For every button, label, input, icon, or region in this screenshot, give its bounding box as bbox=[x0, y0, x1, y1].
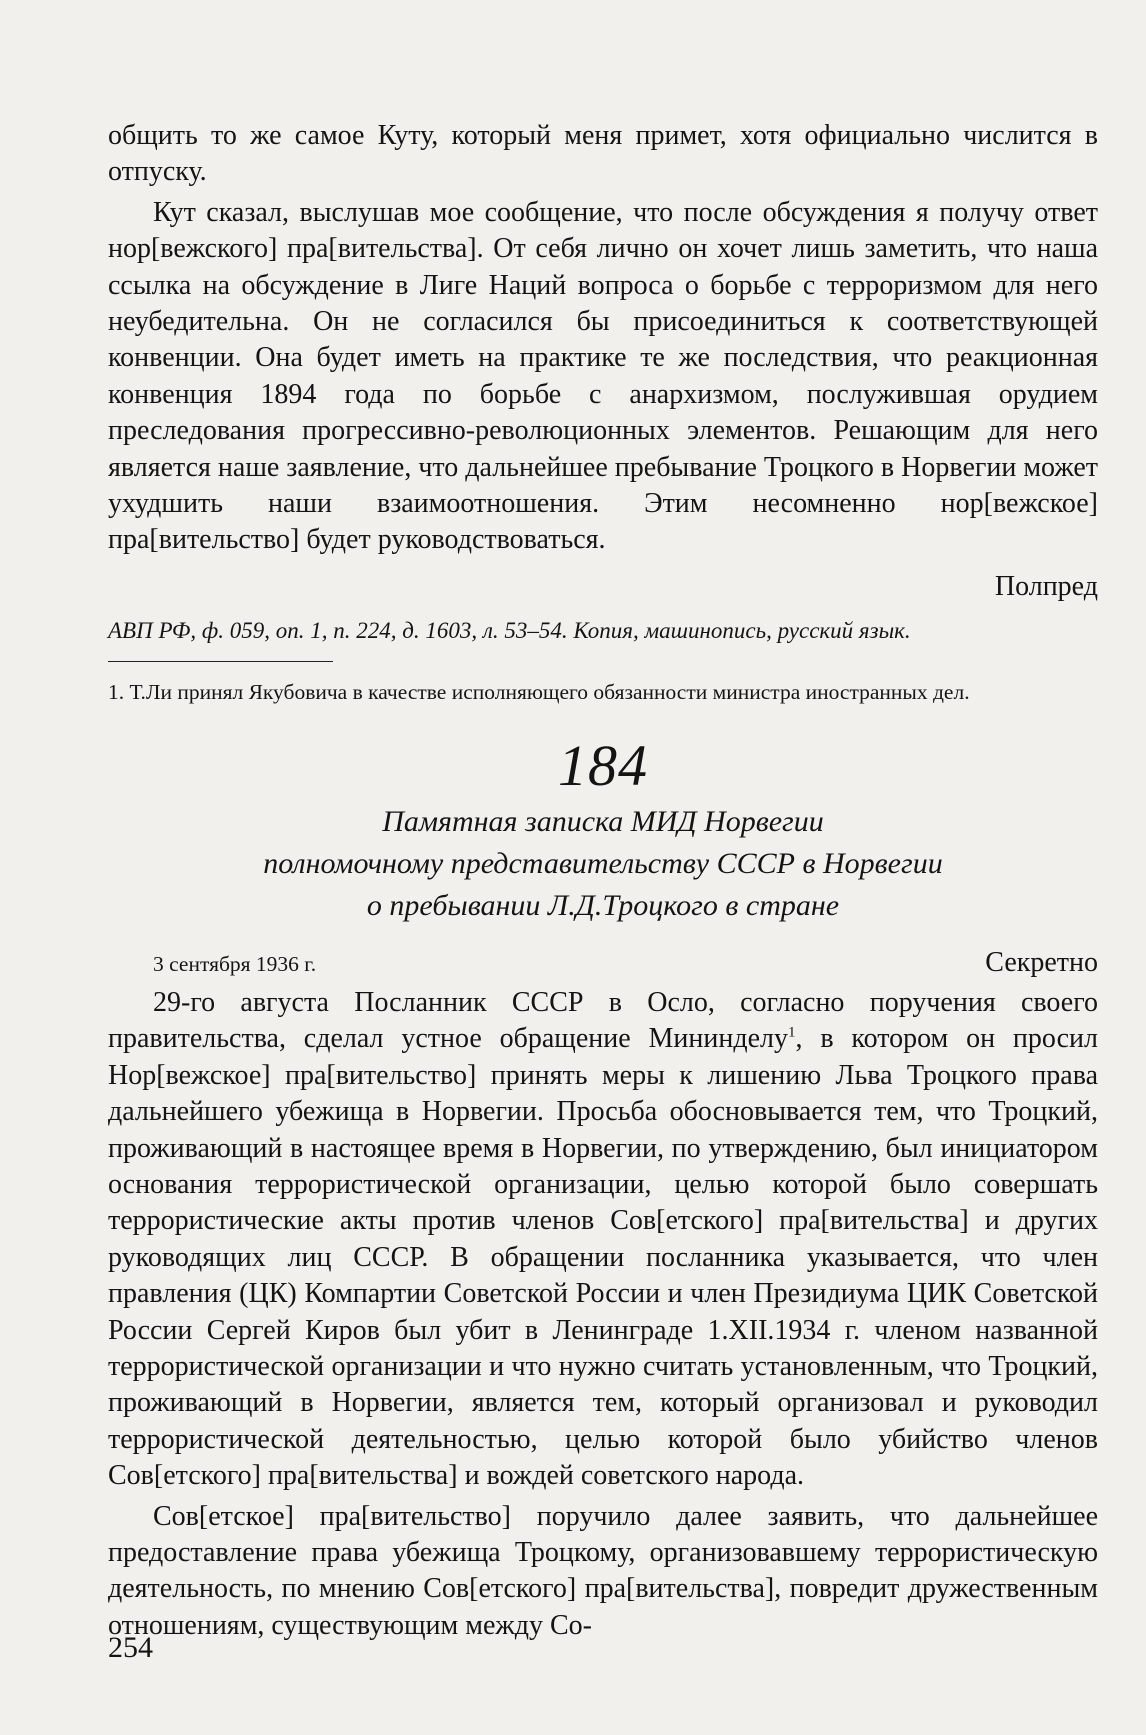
continuation-paragraph: общить то же самое Куту, который меня примет, хотя официально числится в отпуску. bbox=[108, 120, 1098, 188]
page-number: 254 bbox=[108, 1631, 153, 1664]
signature: Полпред bbox=[994, 570, 1098, 602]
body-paragraph-1-text-a: 29-го августа Посланник СССР в Осло, согласно поручения своего правительства, сделал устное обращение Мининделу bbox=[108, 986, 1098, 1055]
classification-label: Секретно bbox=[985, 946, 1098, 978]
page-content bbox=[108, 118, 1098, 1644]
document-title-line-3: о пребывании Л.Д.Троцкого в стране bbox=[366, 888, 840, 922]
body-paragraph-1-text-b: , в котором он просил Нор[вежское] пра[вительство] принять меры к лишению Льва Троцкого права дальнейшего убежища в Норвегии. Просьба обосновывается тем, что Троцкий, проживающий в настоящее время в Норвегии, по утверждению, был инициатором основания террористической организации, целью которой было совершать террористические акты против членов Сов[етского] пра[вительства] и других руководящих лиц СССР. В обращении посланника указывается, что член правления (ЦК) Компартии Советской России и член Президиума ЦИК Советской России Сергей Киров был убит в Ленинграде 1.XII.1934 г. членом названной террористической организации и что нужно считать установленным, что Троцкий, проживающий в Норвегии, является тем, который организовал и руководил террористической деятельностью, целью которой было убийство членов Сов[етского] пра[вительства] и вождей советского народа. bbox=[108, 1023, 1098, 1492]
footnote-divider bbox=[108, 661, 333, 662]
document-title-line-1: Памятная записка МИД Норвегии bbox=[382, 804, 824, 838]
kut-paragraph: Кут сказал, выслушав мое сообщение, что после обсуждения я получу ответ нор[вежского] пра[вительства]. От себя лично он хочет лишь заметить, что наша ссылка на обсуждение в Лиге Наций вопроса о борьбе с терроризмом для него неубедительна. Он не согласился бы присоединиться к соответствующей конвенции. Она будет иметь на практике те же последствия, что реакционная конвенция 1894 года по борьбе с анархизмом, послужившая орудием преследования прогрессивно-революционных элементов. Решающим для него является наше заявление, что дальнейшее пребывание Троцкого в Норвегии может ухудшить наши взаимоотношения. Этим несомненно нор[вежское] пра[вительство] будет руководствоваться. bbox=[108, 196, 1098, 556]
document-number: 184 bbox=[558, 732, 648, 798]
footnote-mark: 1 bbox=[788, 1024, 796, 1041]
dateline bbox=[108, 947, 1098, 979]
document-date: 3 сентября 1936 г. bbox=[153, 951, 317, 976]
body-paragraph-2: Сов[етское] пра[вительство] поручило далее заявить, что дальнейшее предоставление права убежища Троцкому, организовавшему террористическую деятельность, по мнению Сов[етского] пра[вительства], повредит дружественным отношениям, существующим между Со- bbox=[108, 1500, 1098, 1641]
archive-source: АВП РФ, ф. 059, оп. 1, п. 224, д. 1603, л. 53–54. Копия, машинопись, русский язык. bbox=[108, 617, 911, 643]
body-paragraph-1 bbox=[108, 985, 1098, 1495]
document-title-line-2: полномочному представительству СССР в Норвегии bbox=[263, 846, 943, 880]
footnote: 1. Т.Ли принял Якубовича в качестве исполняющего обязанности министра иностранных дел. bbox=[108, 679, 970, 704]
